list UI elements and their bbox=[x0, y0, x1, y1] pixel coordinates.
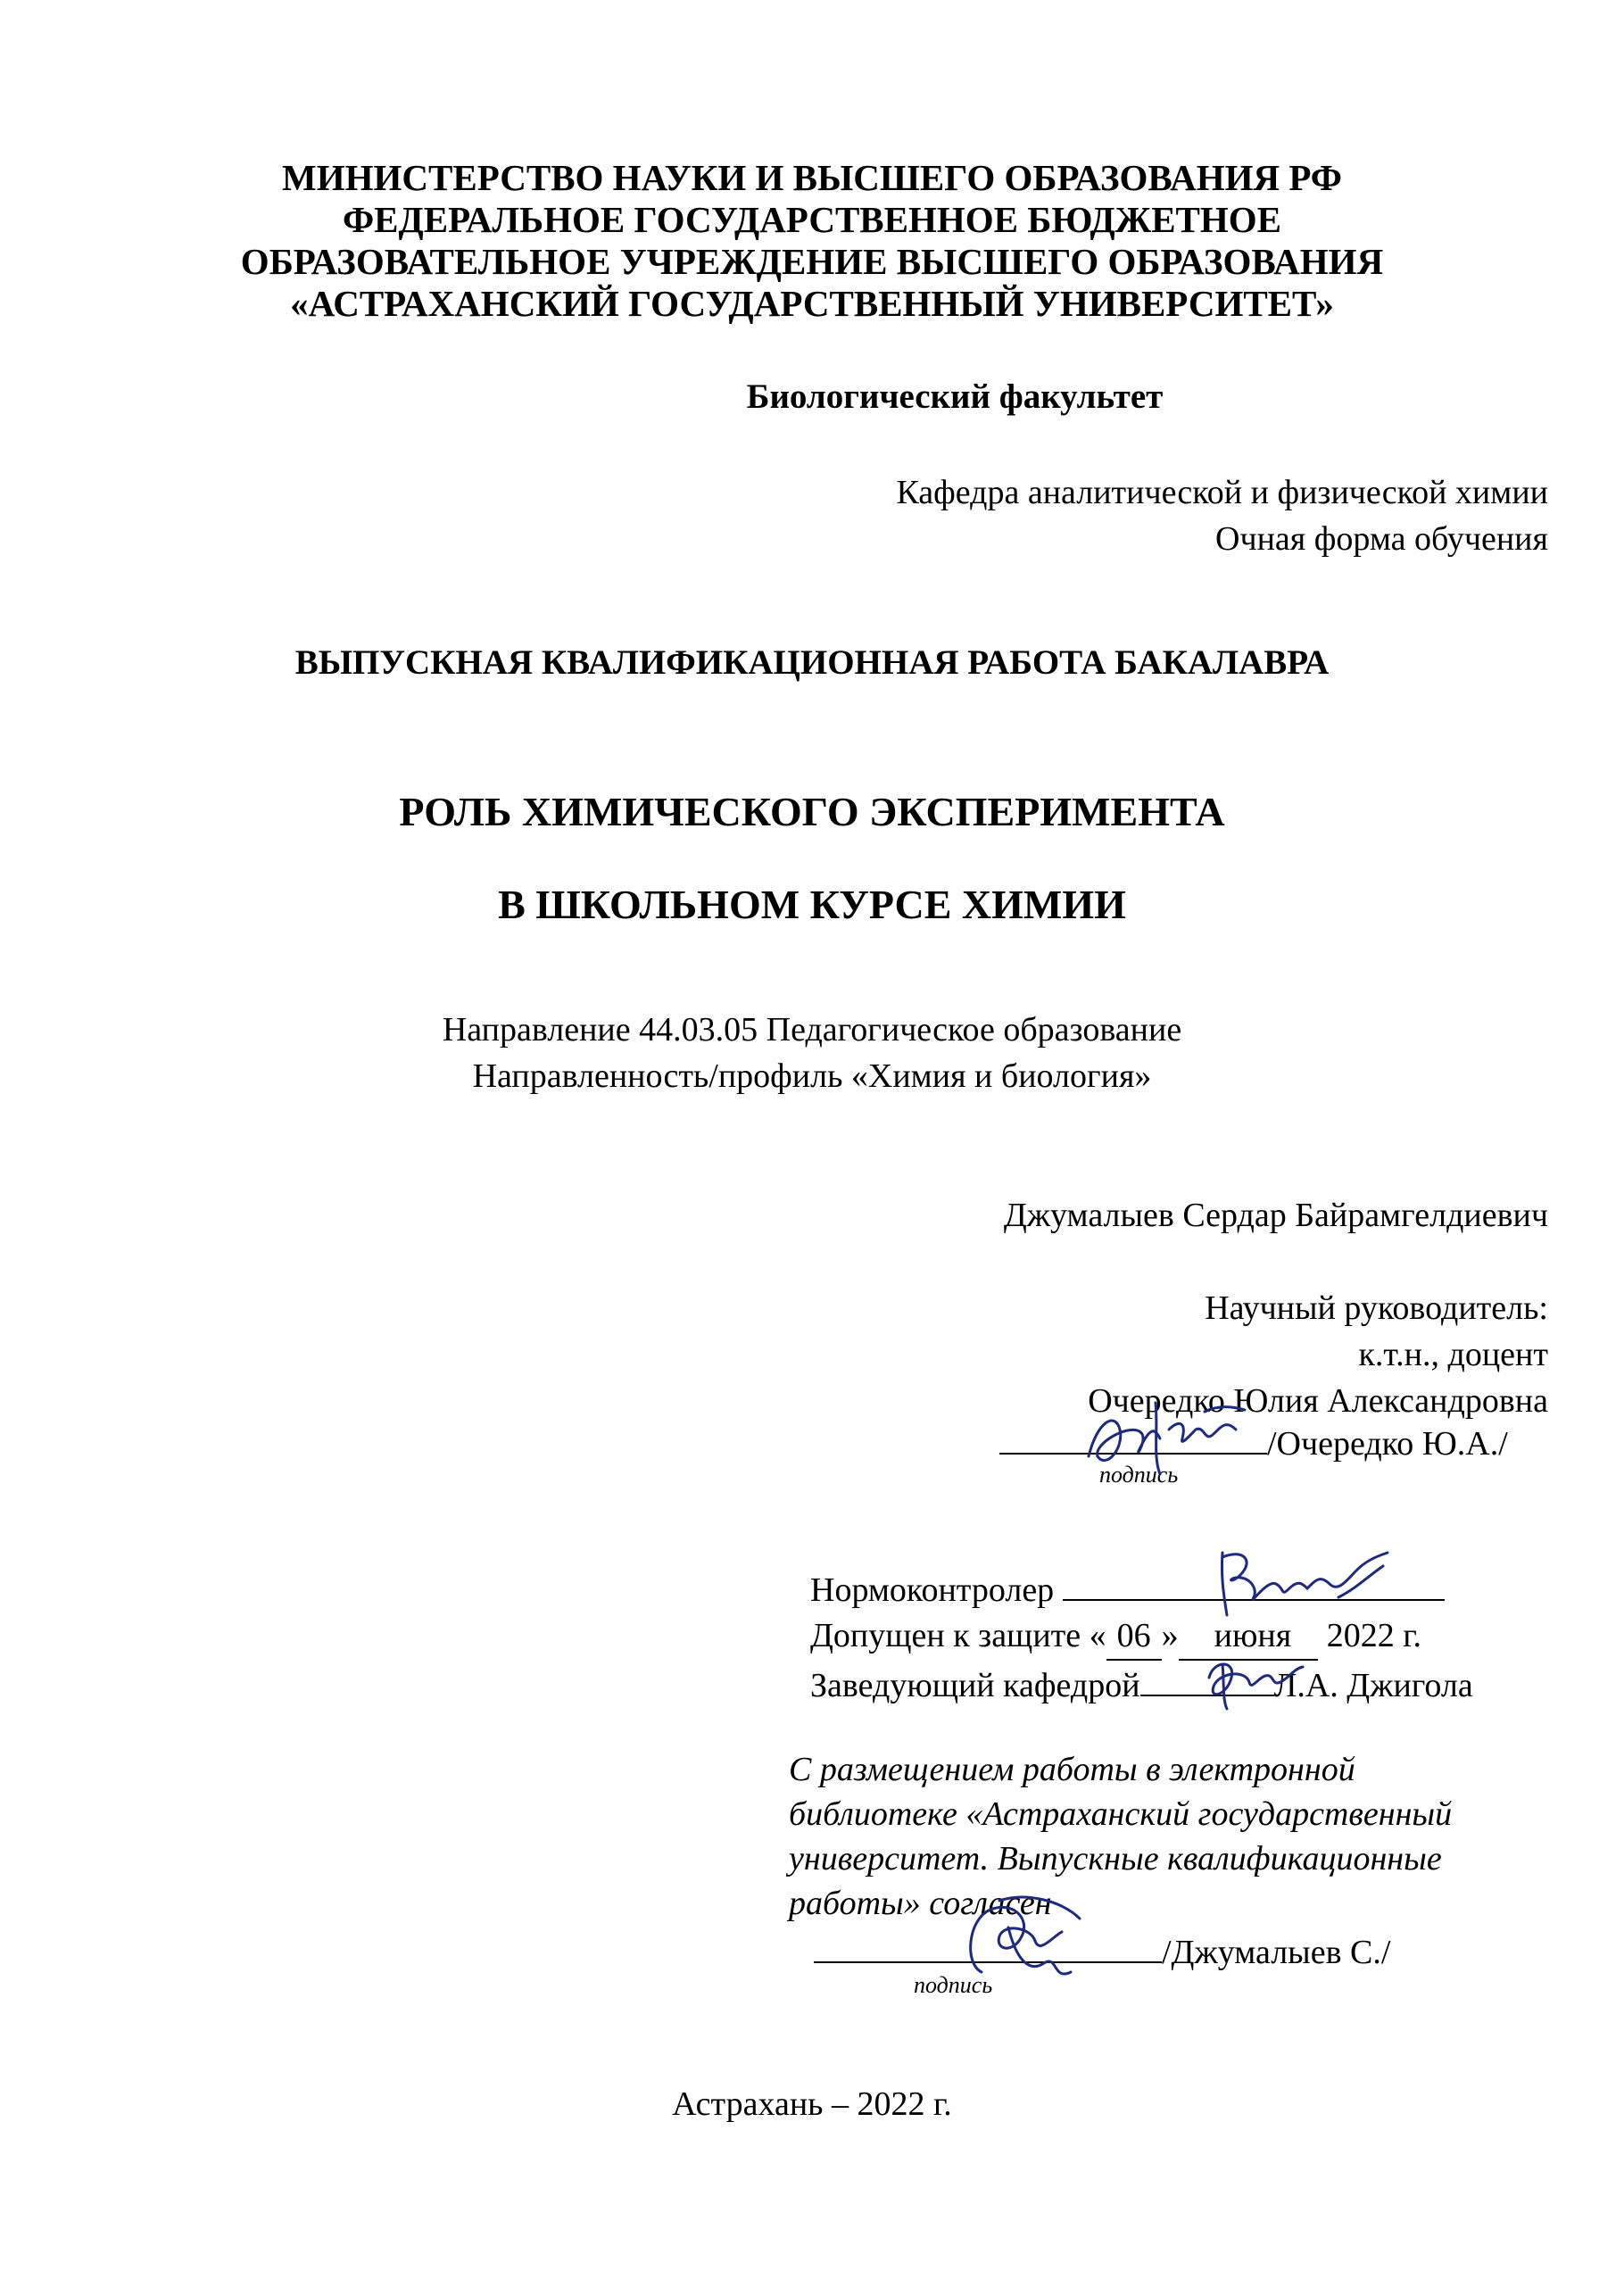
head-signature bbox=[1196, 1651, 1312, 1713]
defense-mid: » bbox=[1161, 1617, 1179, 1654]
author-name: Джумалыев Сердар Байрамгелдиевич bbox=[1003, 1197, 1548, 1234]
study-form: Очная форма обучения bbox=[1215, 520, 1548, 558]
title-line: В ШКОЛЬНОМ КУРСЕ ХИМИИ bbox=[498, 882, 1126, 927]
department: Кафедра аналитической и физической химии bbox=[896, 474, 1548, 511]
consent-line: университет. Выпускные квалификационные bbox=[789, 1840, 1442, 1877]
consent-line: работы» согласен bbox=[789, 1885, 1052, 1922]
direction: Направление 44.03.05 Педагогическое образование bbox=[442, 1011, 1182, 1049]
direction-block bbox=[0, 1007, 1624, 1099]
defense-prefix: Допущен к защите « bbox=[810, 1617, 1106, 1654]
supervisor-name: Очередко Юлия Александровна bbox=[1088, 1382, 1548, 1420]
normcontrol-label: Нормоконтролер bbox=[810, 1571, 1055, 1609]
consent-signature-caption: подпись bbox=[914, 1972, 993, 1998]
faculty: Биологический факультет bbox=[746, 377, 1164, 416]
defense-year: 2022 г. bbox=[1326, 1617, 1421, 1654]
profile: Направленность/профиль «Химия и биология» bbox=[472, 1057, 1152, 1095]
head-row bbox=[810, 1661, 1473, 1709]
supervisor-label: Научный руководитель: bbox=[1205, 1289, 1548, 1327]
ministry-line: МИНИСТЕРСТВО НАУКИ И ВЫСШЕГО ОБРАЗОВАНИЯ РФ bbox=[282, 157, 1342, 198]
consent-line: библиотеке «Астраханский государственный bbox=[789, 1795, 1453, 1833]
supervisor-signature-name: /Очередко Ю.А./ bbox=[1267, 1425, 1508, 1463]
consent-signature bbox=[946, 1883, 1089, 1990]
head-label: Заведующий кафедрой bbox=[810, 1667, 1140, 1704]
ministry-line: ФЕДЕРАЛЬНОЕ ГОСУДАРСТВЕННОЕ БЮДЖЕТНОЕ bbox=[342, 199, 1282, 240]
ministry-line: ОБРАЗОВАТЕЛЬНОЕ УЧРЕЖДЕНИЕ ВЫСШЕГО ОБРАЗОВАНИЯ bbox=[240, 241, 1384, 282]
normcontrol-signature bbox=[1205, 1544, 1401, 1624]
supervisor-signature-caption: подпись bbox=[1099, 1462, 1179, 1488]
department-block bbox=[896, 469, 1548, 562]
thesis-title bbox=[0, 766, 1624, 951]
defense-day: 06 bbox=[1106, 1613, 1162, 1661]
head-name: Л.А. Джигола bbox=[1273, 1667, 1473, 1704]
city-year: Астрахань – 2022 г. bbox=[672, 2085, 952, 2123]
supervisor-signature bbox=[1071, 1394, 1267, 1483]
title-line: РОЛЬ ХИМИЧЕСКОГО ЭКСПЕРИМЕНТА bbox=[399, 789, 1225, 834]
consent-block bbox=[789, 1747, 1452, 1926]
consent-signature-line bbox=[814, 1927, 1390, 1976]
ministry-line: «АСТРАХАНСКИЙ ГОСУДАРСТВЕННЫЙ УНИВЕРСИТЕТ» bbox=[290, 283, 1334, 324]
thesis-type: ВЫПУСКНАЯ КВАЛИФИКАЦИОННАЯ РАБОТА БАКАЛАВРА bbox=[294, 643, 1330, 682]
consent-line: С размещением работы в электронной bbox=[789, 1751, 1355, 1788]
defense-month: июня bbox=[1179, 1613, 1319, 1661]
consent-signature-name: /Джумалыев С./ bbox=[1162, 1934, 1391, 1971]
supervisor-degree: к.т.н., доцент bbox=[1358, 1336, 1548, 1373]
ministry-header bbox=[0, 157, 1624, 325]
